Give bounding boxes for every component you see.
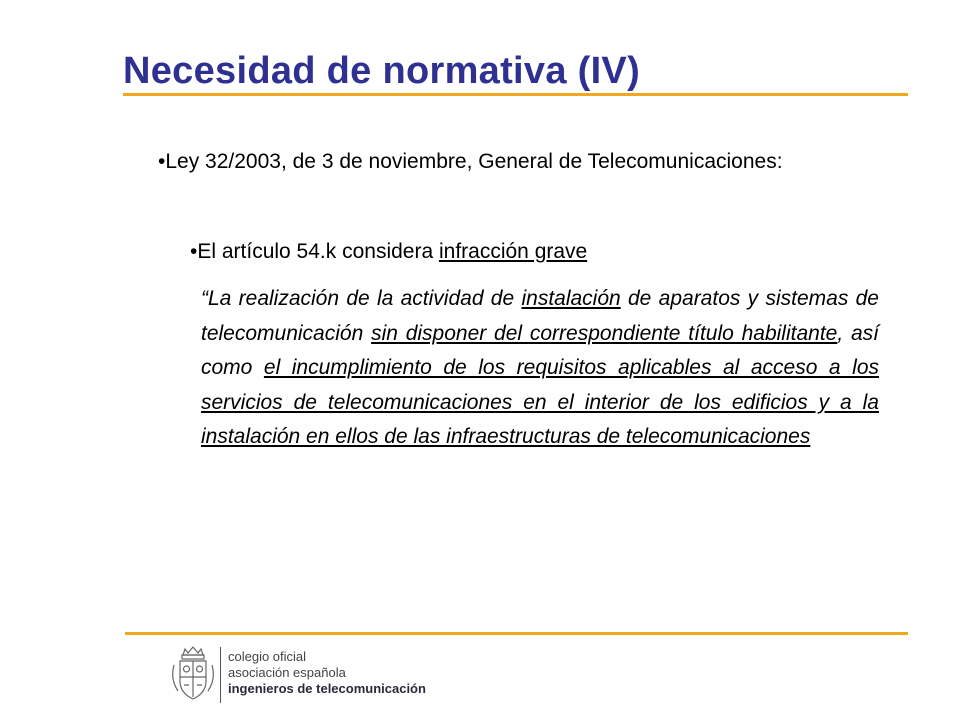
- logo-line-1: colegio oficial: [228, 649, 307, 664]
- quote-part-1: “La realización de la actividad de: [201, 287, 522, 310]
- quote-underline-3: el incumplimiento de los requisitos aplicables al acceso a los servicios de telecomunicaciones en el interior de los edificios y a la instalación en ellos de las infraestructuras de telecomunicaciones: [201, 356, 879, 448]
- quote-part-2: de aparatos y sistemas de telecomunicación: [201, 287, 879, 345]
- bullet-articulo-prefix: •El artículo 54.k considera: [190, 240, 439, 263]
- logo-text: [228, 649, 426, 697]
- quote-underline-2: sin disponer del correspondiente título habilitante: [371, 321, 838, 345]
- bullet-articulo: [190, 236, 880, 267]
- footer-rule: [125, 632, 908, 635]
- logo-divider: [220, 647, 221, 703]
- bullet-ley: •Ley 32/2003, de 3 de noviembre, General de Telecomunicaciones:: [158, 150, 783, 173]
- title-underline-rule: [123, 93, 908, 96]
- footer-logo: [170, 645, 430, 705]
- slide-title: Necesidad de normativa (IV): [123, 50, 641, 92]
- bullet-articulo-underlined: infracción grave: [438, 240, 588, 263]
- crest-icon: [170, 645, 216, 705]
- article-quote: [201, 282, 879, 455]
- quote-part-3: , así como: [201, 321, 880, 379]
- logo-line-2: asociación española: [228, 665, 346, 680]
- logo-line-3: ingenieros de telecomunicación: [228, 681, 426, 696]
- quote-underline-1: instalación: [521, 287, 621, 310]
